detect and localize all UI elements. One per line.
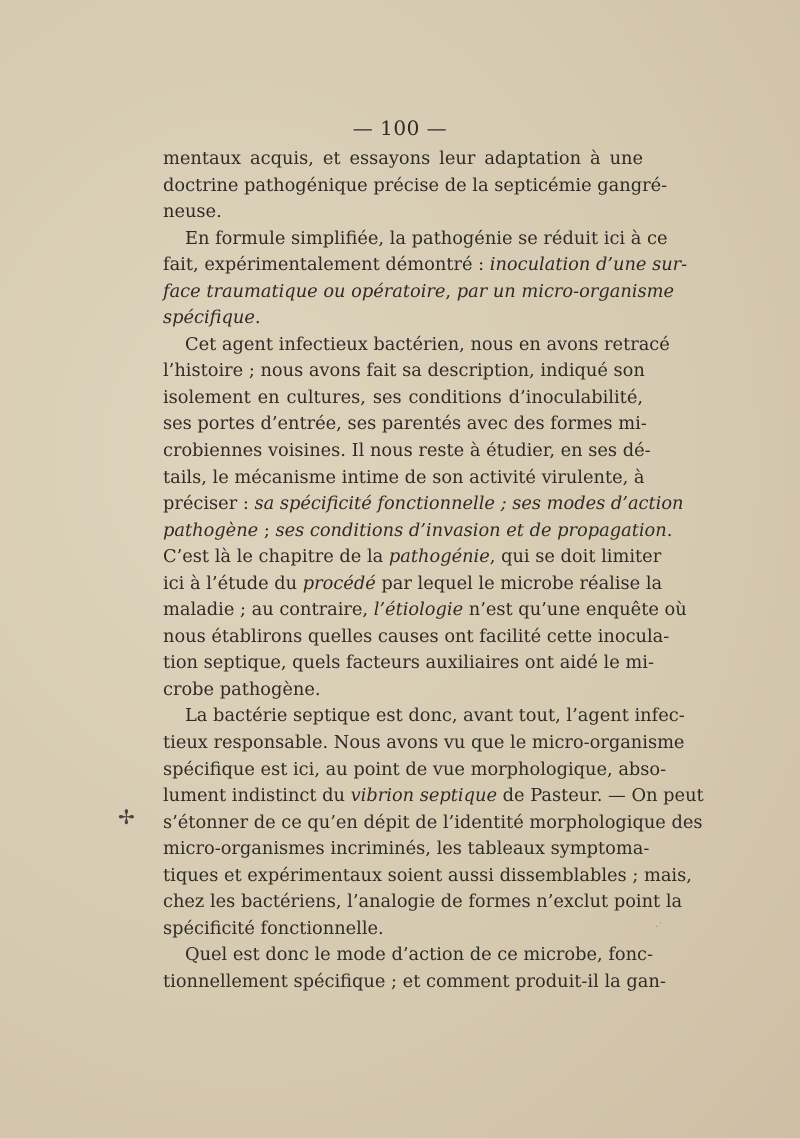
text-line: neuse.	[163, 201, 222, 223]
text-line: tiques et expérimentaux soient aussi dissemblables ; mais,	[163, 864, 692, 886]
text-line: Cet agent infectieux bactérien, nous en avons retracé	[185, 333, 670, 355]
text-line: face traumatique ou opératoire, par un micro-organisme	[163, 280, 674, 302]
text-line: préciser : sa spécificité fonctionnelle ; ses modes d’action	[163, 493, 684, 515]
body-text	[163, 146, 704, 996]
text-line: mentaux acquis, et essayons leur adaptation à une	[163, 148, 643, 169]
text-line: isolement en cultures, ses conditions d’inoculabilité,	[163, 386, 643, 408]
text-line: l’histoire ; nous avons fait sa description, indiqué son	[163, 360, 645, 382]
text-line: C’est là le chapitre de la pathogénie, qui se doit limiter	[163, 546, 662, 568]
paper-speck: ·˙	[655, 922, 664, 933]
text-line: spécifique est ici, au point de vue morphologique, abso-	[163, 758, 667, 780]
text-line: chez les bactériens, l’analogie de formes n’exclut point la	[163, 891, 683, 913]
text-line: nous établirons quelles causes ont facilité cette inocula-	[163, 625, 670, 647]
text-line: maladie ; au contraire, l’étiologie n’est qu’une enquête où	[163, 599, 687, 621]
text-line: tieux responsable. Nous avons vu que le micro-organisme	[163, 732, 685, 754]
text-line: spécificité fonctionnelle.	[163, 917, 384, 939]
text-line: lument indistinct du vibrion septique de Pasteur. — On peut	[163, 785, 704, 807]
text-line: crobiennes voisines. Il nous reste à étudier, en ses dé-	[163, 440, 651, 462]
text-line: micro-organismes incriminés, les tableaux symptoma-	[163, 838, 650, 860]
text-line: La bactérie septique est donc, avant tout, l’agent infec-	[185, 705, 685, 727]
page-number: — 100 —	[352, 116, 448, 140]
text-line: En formule simplifiée, la pathogénie se réduit ici à ce	[185, 227, 668, 249]
text-line: pathogène ; ses conditions d’invasion et de propagation.	[163, 519, 673, 541]
text-line: crobe pathogène.	[163, 678, 321, 700]
text-line: tionnellement spécifique ; et comment produit-il la gan-	[163, 970, 666, 992]
text-line: tion septique, quels facteurs auxiliaires ont aidé le mi-	[163, 652, 654, 674]
text-line: Quel est donc le mode d’action de ce microbe, fonc-	[185, 944, 654, 966]
text-line: doctrine pathogénique précise de la septicémie gangré-	[163, 174, 668, 196]
text-line: s’étonner de ce qu’en dépit de l’identité morphologique des	[163, 811, 703, 833]
text-line: ici à l’étude du procédé par lequel le microbe réalise la	[163, 572, 663, 594]
text-line: tails, le mécanisme intime de son activité virulente, à	[163, 466, 645, 488]
text-line: fait, expérimentalement démontré : inoculation d’une sur-	[163, 254, 688, 276]
margin-mark: ✢	[118, 805, 135, 829]
text-line: spécifique.	[163, 307, 261, 329]
text-line: ses portes d’entrée, ses parentés avec des formes mi-	[163, 413, 647, 435]
